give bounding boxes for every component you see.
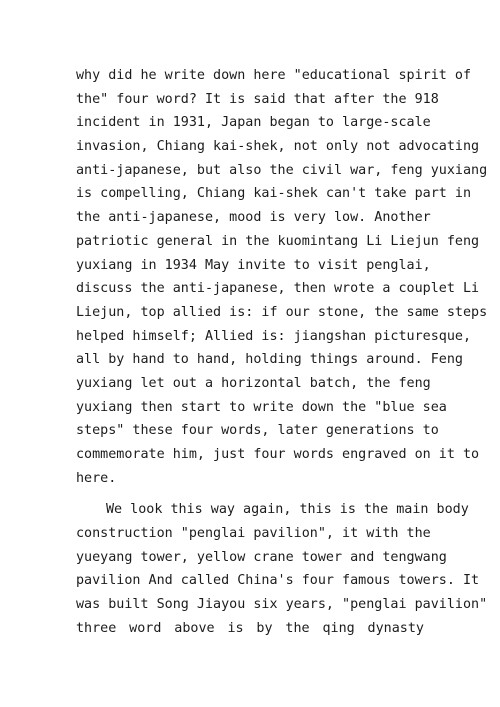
text-line: steps" these four words, later generations to	[76, 423, 439, 439]
text-line: Liejun, top allied is: if our stone, the same steps	[76, 304, 488, 320]
text-line: three word above is by the qing dynasty	[76, 620, 424, 636]
text-line: yuxiang in 1934 May invite to visit penglai,	[76, 257, 431, 273]
text-line: incident in 1931, Japan began to large-scale	[76, 115, 431, 131]
paragraph-2	[76, 498, 488, 640]
paragraph-1	[76, 64, 488, 490]
paragraph-spacer	[76, 490, 424, 498]
text-line: the anti-japanese, mood is very low. Another	[76, 210, 431, 226]
text-line: yuxiang then start to write down the "blue sea	[76, 399, 447, 415]
text-line: here.	[76, 470, 117, 486]
text-line: yuxiang let out a horizontal batch, the feng	[76, 375, 431, 391]
text-line: pavilion And called China's four famous towers. It	[76, 573, 480, 589]
document-body	[76, 64, 488, 641]
text-line: all by hand to hand, holding things around. Feng	[76, 352, 463, 368]
text-line: helped himself; Allied is: jiangshan picturesque,	[76, 328, 472, 344]
text-line: invasion, Chiang kai-shek, not only not advocating	[76, 139, 480, 155]
text-line: anti-japanese, but also the civil war, feng yuxiang	[76, 162, 488, 178]
text-line: why did he write down here "educational spirit of	[76, 68, 472, 83]
text-line: patriotic general in the kuomintang Li Liejun feng	[76, 233, 480, 249]
text-line: We look this way again, this is the main body	[106, 502, 469, 518]
text-line: yueyang tower, yellow crane tower and tengwang	[76, 549, 447, 565]
text-line: the" four word? It is said that after the 918	[76, 91, 439, 107]
text-line: was built Song Jiayou six years, "penglai pavilion"	[76, 597, 488, 613]
text-line: commemorate him, just four words engraved on it to	[76, 447, 480, 462]
text-line: is compelling, Chiang kai-shek can't take part in	[76, 186, 472, 202]
text-line: discuss the anti-japanese, then wrote a couplet Li	[76, 281, 480, 297]
text-line: construction "penglai pavilion", it with the	[76, 526, 431, 542]
